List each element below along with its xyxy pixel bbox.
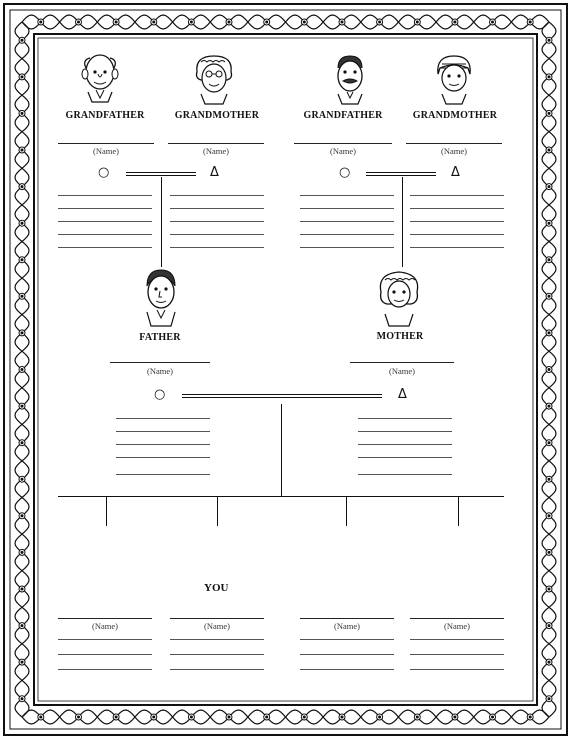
marriage-line [366,172,436,176]
mother-label: MOTHER [376,331,424,342]
grandmother-name-line[interactable] [406,143,502,144]
grandfather-label: GRANDFATHER [303,110,383,121]
grandmother-name-caption: (Name) [203,146,229,156]
grandfather-label: GRANDFATHER [65,110,145,121]
marriage-line [126,172,196,176]
descent-line [402,177,403,267]
male-symbol: Δ [210,165,219,180]
sibling-line [58,496,504,497]
child-drop-line [346,497,347,526]
marriage-line [182,394,382,398]
child-name-caption: (Name) [444,621,470,631]
female-symbol: ○ [339,165,351,180]
mother-name-caption: (Name) [389,366,415,376]
father-portrait-icon [141,268,181,328]
child-name-caption: (Name) [204,621,230,631]
grandmother-portrait-icon [191,52,237,106]
child-name-line[interactable] [410,618,504,619]
grandfather-name-line[interactable] [294,143,392,144]
grandmother-label: GRANDMOTHER [412,110,498,121]
grandfather-portrait-icon [78,50,122,106]
mother-portrait-icon [377,268,421,328]
female-symbol: ○ [154,387,166,402]
child-drop-line [217,497,218,526]
child-name-caption: (Name) [92,621,118,631]
female-symbol: ○ [98,165,110,180]
child-name-line[interactable] [300,618,394,619]
grandfather-portrait-icon [330,52,370,106]
grandfather-name-caption: (Name) [330,146,356,156]
child-name-line[interactable] [58,618,152,619]
you-label: YOU [204,582,229,594]
child-name-line[interactable] [170,618,264,619]
child-drop-line [458,497,459,526]
male-symbol: Δ [451,165,460,180]
grandfather-name-caption: (Name) [93,146,119,156]
descent-line [161,177,162,267]
descent-line [281,404,282,497]
grandmother-name-line[interactable] [168,143,264,144]
father-label: FATHER [139,332,181,343]
child-name-caption: (Name) [334,621,360,631]
child-drop-line [106,497,107,526]
father-name-line[interactable] [110,362,210,363]
grandmother-portrait-icon [432,52,476,106]
grandfather-name-line[interactable] [58,143,154,144]
grandmother-label: GRANDMOTHER [174,110,260,121]
mother-name-line[interactable] [350,362,454,363]
male-symbol: Δ [398,387,407,402]
father-name-caption: (Name) [147,366,173,376]
grandmother-name-caption: (Name) [441,146,467,156]
